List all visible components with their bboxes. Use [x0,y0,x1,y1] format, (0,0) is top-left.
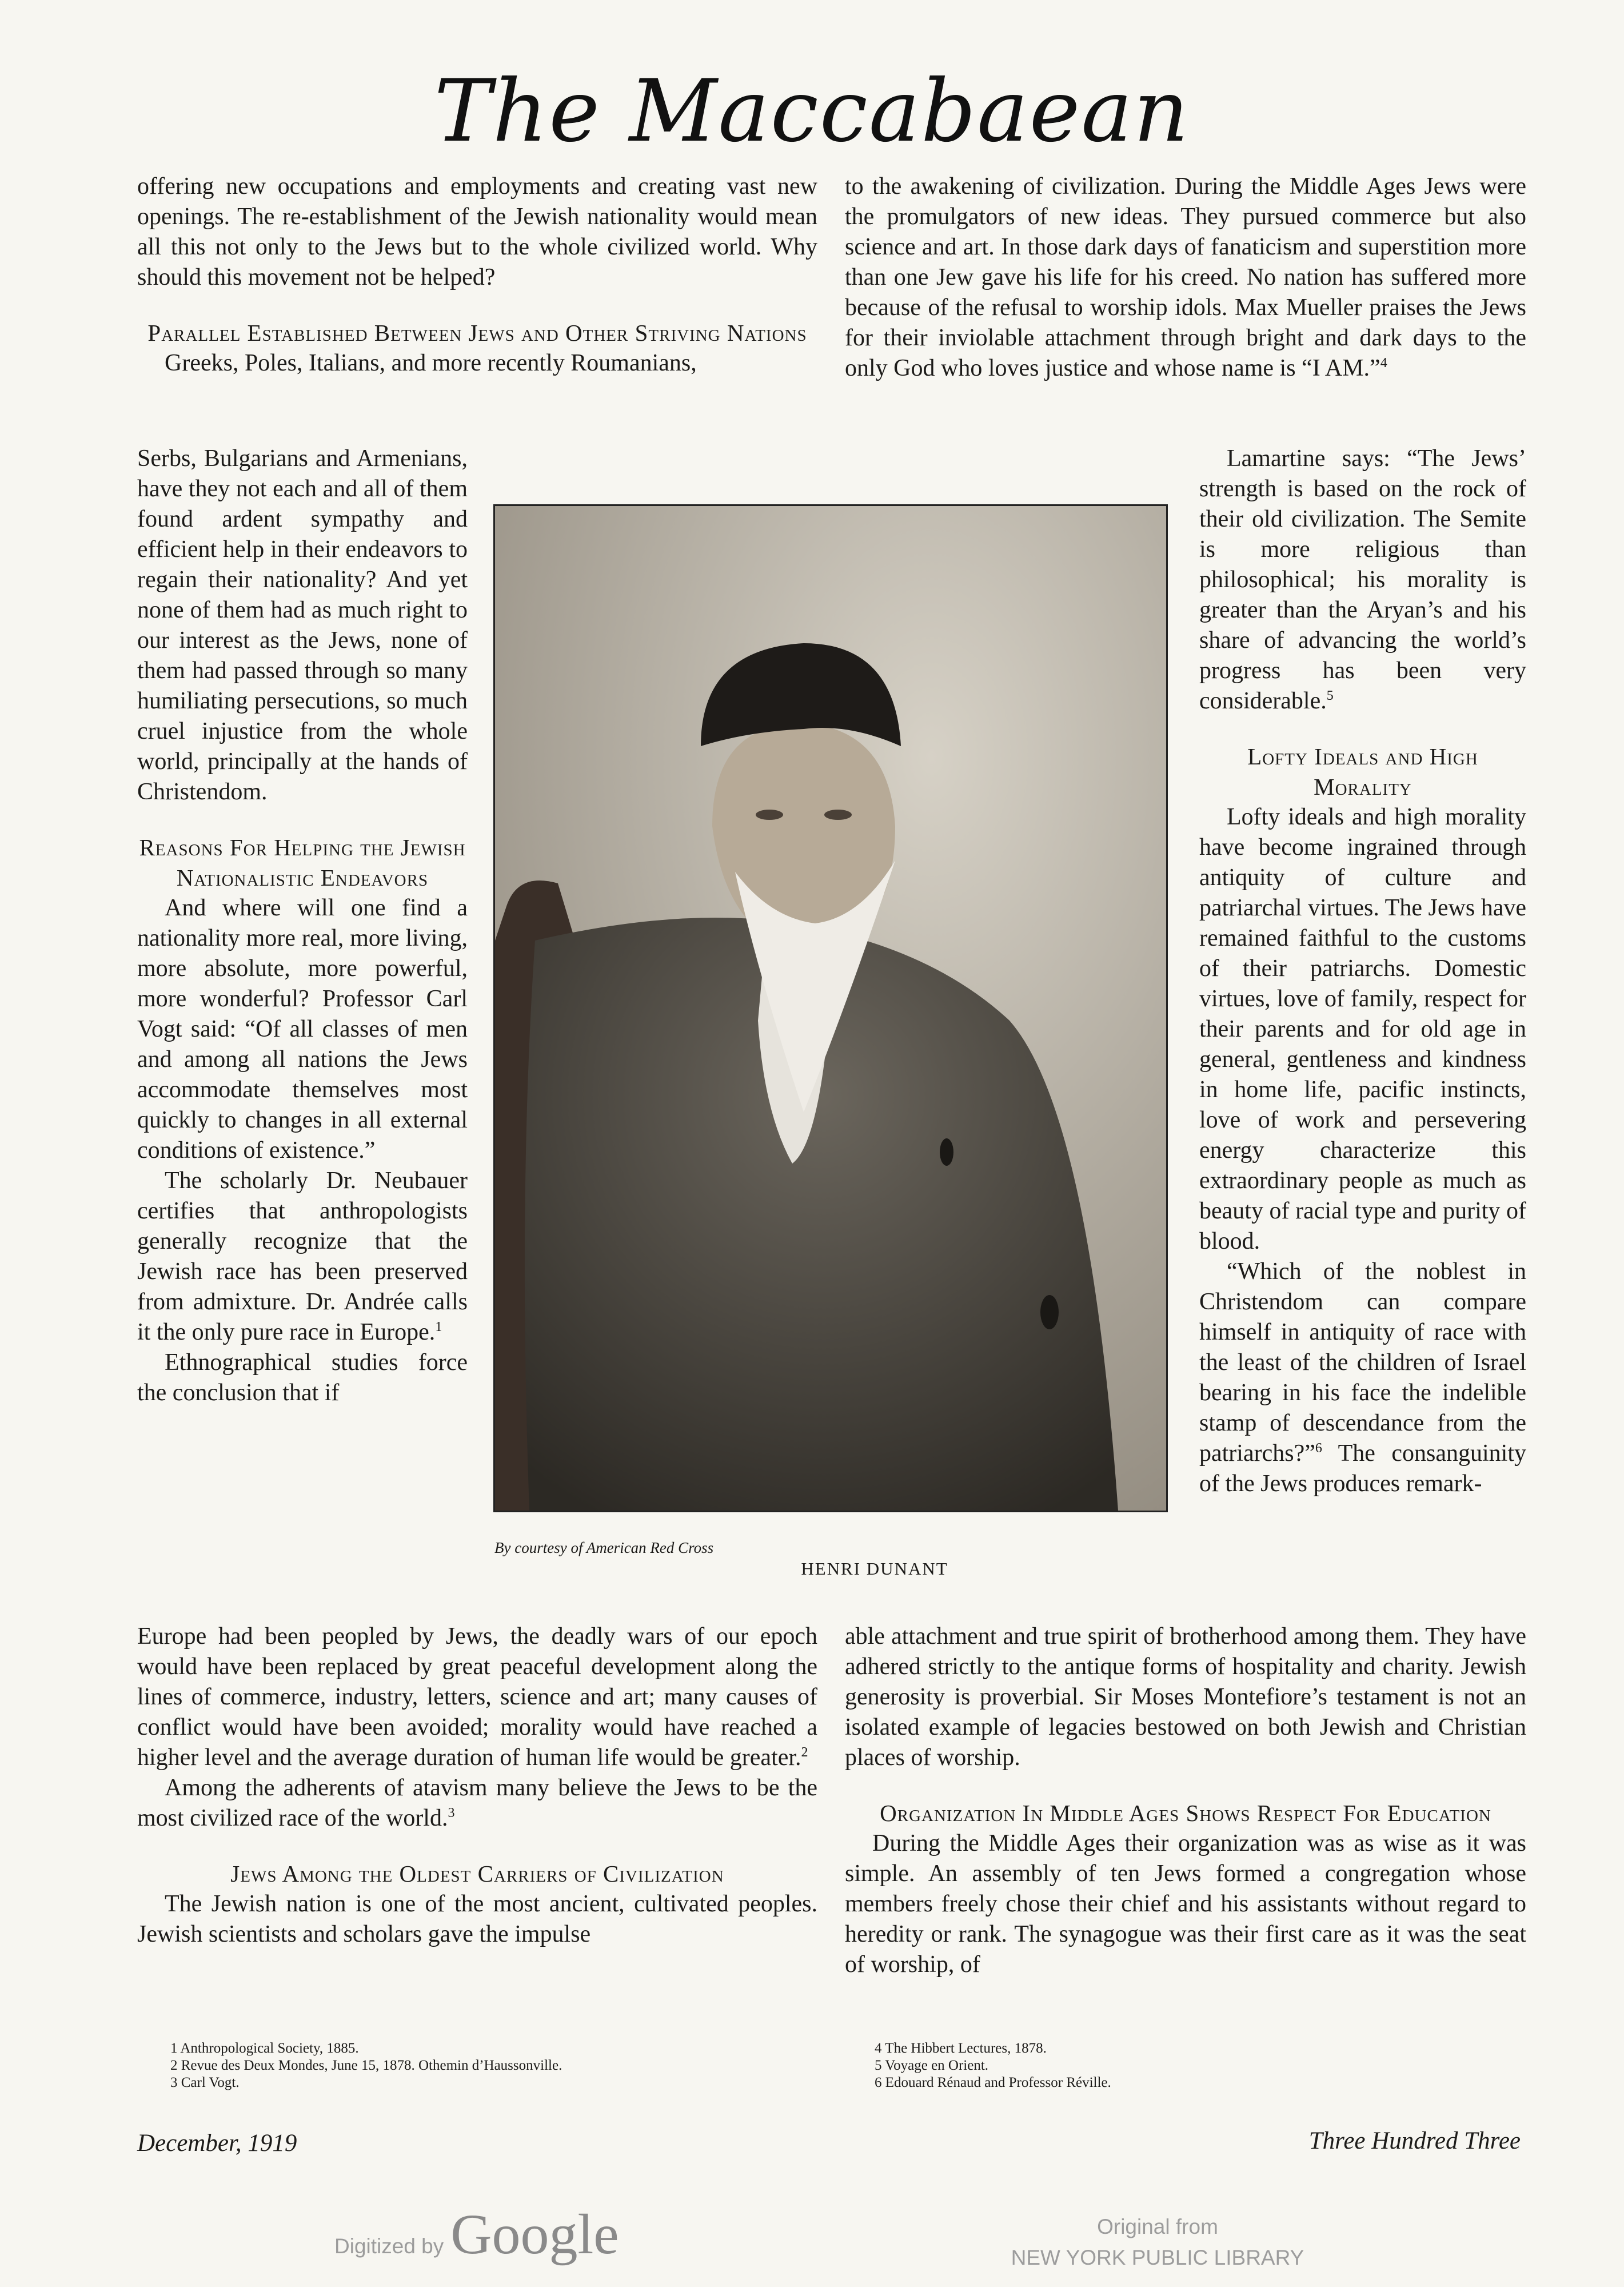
paragraph-europe: Europe had been peopled by Jews, the deadly wars of our epoch would have been replaced by great peaceful development along the lines of commerce, industry, letters, science and art; many causes of conflict would have been avoided; morality would have reached a higher level and the average duration of human life would be greater. [137,1623,817,1771]
heading-lofty-ideals: Lofty Ideals and High Morality [1247,743,1478,800]
digitized-label: Digitized by [334,2234,444,2258]
photo-caption: HENRI DUNANT [801,1559,948,1579]
right-column-bottom [845,1621,1526,1980]
footnotes-right [875,2040,1503,2091]
footnote-ref-1: 1 [435,1320,442,1334]
footnote-2: 2 Revue des Deux Mondes, June 15, 1878. Othemin d’Haussonville. [170,2058,562,2073]
paragraph-parallel-body: Serbs, Bulgarians and Armenians, have they not each and all of them found ardent sympathy and efficient help in their endeavors to regain their nationality? And yet none of them had as much right to our interest as the Jews, none of them had passed through so many humiliating persecutions, so much cruel injustice from the whole world, principally at the hands of Christendom. [137,445,468,805]
footnote-ref-3: 3 [448,1806,455,1820]
library-source [972,2212,1343,2273]
footnote-1: 1 Anthropological Society, 1885. [170,2041,359,2056]
right-narrow-column [1199,444,1526,1499]
right-column-top [845,172,1526,384]
paragraph-noblest-tail: The consanguinity of the Jews produces remark- [1199,1440,1526,1497]
paragraph-neubauer [137,1166,468,1348]
paragraph-ethnographical: Ethnographical studies force the conclusion that if [137,1349,468,1406]
paragraph-lamartine: Lamartine says: “The Jews’ strength is based on the rock of their old civilization. The Semite is more religious than philosophical; his morality is greater than the Aryan’s and his share of advancing the world’s progress has been very considerable. [1199,445,1526,714]
paragraph-noblest: “Which of the noblest in Christendom can compare himself in antiquity of race with the least of the children of Israel bearing in his face the indelible stamp of descendance from the patriarchs?” [1199,1258,1526,1467]
heading-parallel: Parallel Established Between Jews and Other Striving Nations [147,320,807,346]
photo-credit: By courtesy of American Red Cross [494,1539,714,1556]
footnote-3: 3 Carl Vogt. [170,2075,240,2090]
paragraph-reasons: And where will one find a nationality more real, more living, more absolute, more powerful, more wonderful? Professor Carl Vogt said: “Of all classes of men and among all nations the Jews accommodate themselves most quickly to changes in all external conditions of existence.” [137,895,468,1164]
paragraph-atavism: Among the adherents of atavism many believe the Jews to be the most civilized race of the world. [137,1775,817,1831]
heading-organization: Organization In Middle Ages Shows Respect For Education [880,1800,1491,1826]
paragraph-parallel-lead: Greeks, Poles, Italians, and more recently Roumanians, [165,350,697,376]
footer-page-number: Three Hundred Three [1308,2127,1521,2154]
footnote-ref-4: 4 [1380,356,1387,370]
footnotes-left [170,2040,828,2091]
paragraph-organization: During the Middle Ages their organization was as wise as it was simple. An assembly of ten Jews formed a congregation whose members freely chose their chief and his assistants without regard to heredity or rank. The synagogue was their first care as it was the seat of worship, of [845,1830,1526,1978]
heading-oldest-carriers: Jews Among the Oldest Carriers of Civilization [230,1860,724,1887]
paragraph-oldest-carriers: The Jewish nation is one of the most ancient, cultivated peoples. Jewish scientists and scholars gave the impulse [137,1891,817,1947]
footnote-6: 6 Edouard Rénaud and Professor Réville. [875,2075,1111,2090]
paragraph-lofty-ideals: Lofty ideals and high morality have become ingrained through antiquity of culture and patriarchal virtues. The Jews have remained faithful to the customs of their patriarchs. Domestic virtues, love of family, respect for their parents and for old age in general, gentleness and kindness in home life, pacific instincts, love of work and persevering energy characterize this extraordinary people as much as beauty of racial type and purity of blood. [1199,804,1526,1254]
left-column-top [137,172,817,378]
heading-reasons: Reasons For Helping the Jewish Nationalistic Endeavors [139,834,466,891]
footnote-4: 4 The Hibbert Lectures, 1878. [875,2041,1047,2056]
intro-paragraph: offering new occupations and employments and creating vast new openings. The re-establishment of the Jewish nationality would mean all this not only to the Jews but to the whole civilized world. Why should this movement not be helped? [137,173,817,290]
paragraph-neubauer-text: The scholarly Dr. Neubauer certifies that anthropologists generally recognize that the Jewish race has been preserved from admixture. Dr. Andrée calls it the only pure race in Europe. [137,1168,468,1345]
left-narrow-column [137,444,468,1408]
original-from-label: Original from [1097,2215,1218,2238]
google-logo: Google [450,2202,619,2266]
footnote-ref-6: 6 [1315,1441,1322,1456]
left-column-bottom [137,1621,817,1950]
footnote-ref-5: 5 [1326,688,1334,703]
footer-date: December, 1919 [137,2130,297,2157]
library-name: NEW YORK PUBLIC LIBRARY [1011,2246,1304,2269]
footnote-ref-2: 2 [801,1745,808,1760]
masthead-title: The Maccabaean [434,62,1190,161]
footnote-5: 5 Voyage en Orient. [875,2058,989,2073]
digitized-by-google [334,2201,619,2267]
portrait-illustration [495,506,1166,1511]
paragraph-attachment: able attachment and true spirit of brotherhood among them. They have adhered strictly to the antique forms of hospitality and charity. Jewish generosity is proverbial. Sir Moses Montefiore’s testament is not an isolated example of legacies bestowed on both Jewish and Christian places of worship. [845,1623,1526,1771]
paragraph-middle-ages: to the awakening of civilization. During the Middle Ages Jews were the promulgators of new ideas. They pursued commerce but also science and art. In those dark days of fanaticism and superstition more than one Jew gave his life for his creed. No nation has suffered more because of the refusal to worship idols. Max Mueller praises the Jews for their inviolable attachment through bright and dark days to the only God who loves justice and whose name is “I AM.” [845,173,1526,381]
portrait-photo [493,504,1168,1512]
